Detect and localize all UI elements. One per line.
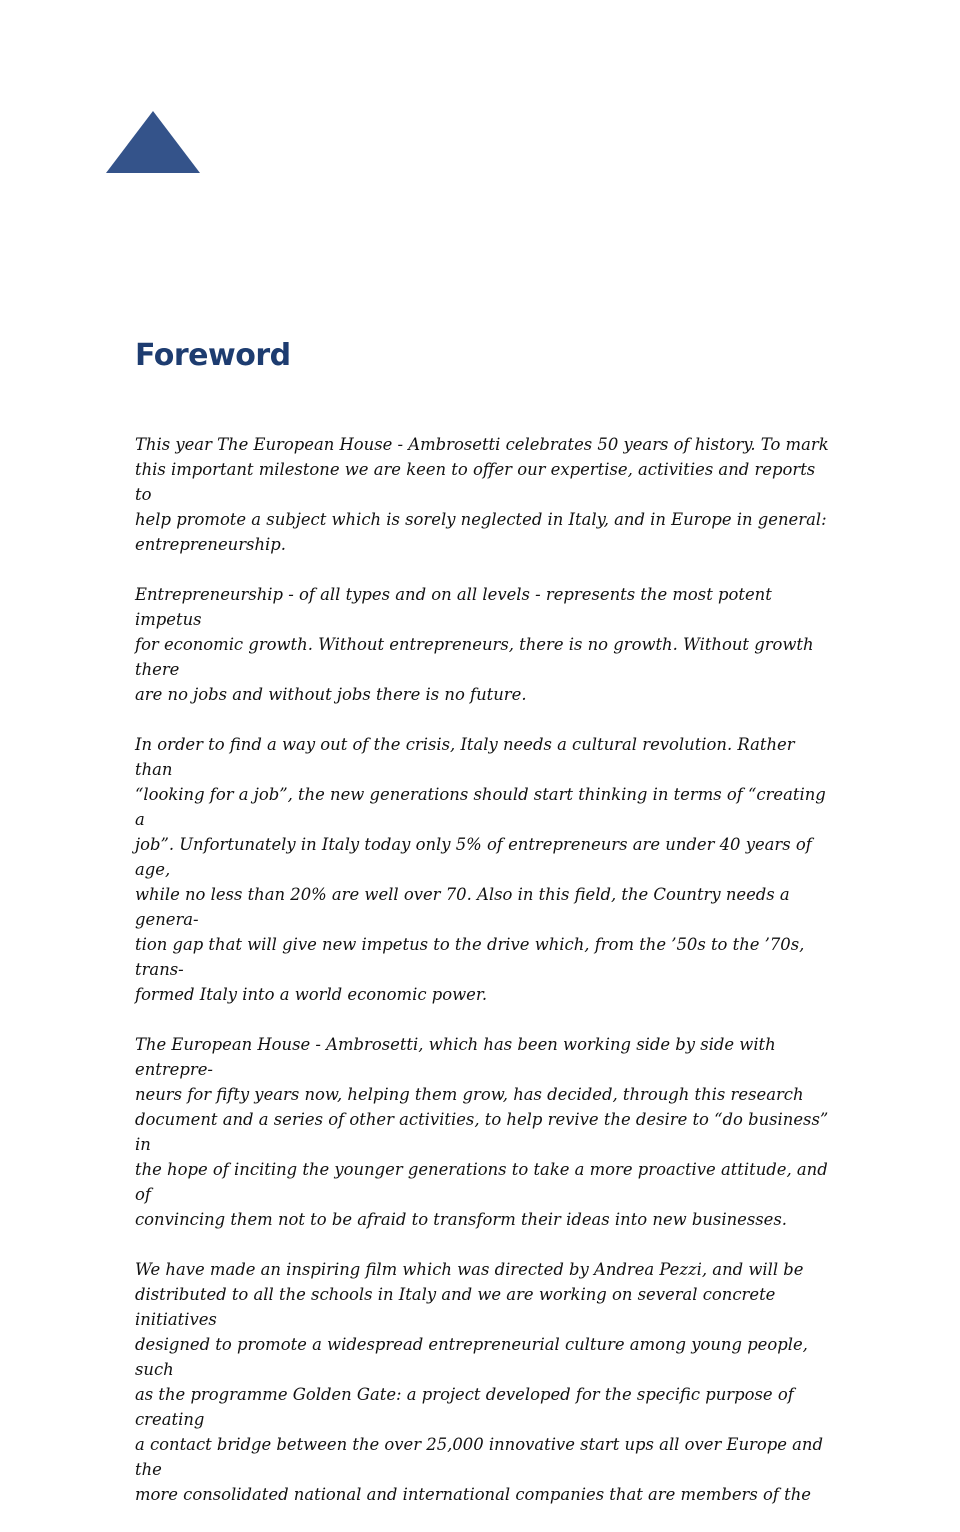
triangle-icon	[106, 111, 200, 173]
paragraph: In order to find a way out of the crisis, Italy needs a cultural revolution. Rather than “looking for a job”, the new generations should start thinking in terms of “creating a job”. Unfortunately in Italy today only 5% of entrepreneurs are under 40 years of age, while no less than 20% are well over 70. Also in this field, the Country needs a genera- tion gap that will give new impetus to the drive which, from the ’50s to the ’70s, trans- formed Italy into a world economic power.	[135, 735, 826, 1004]
paragraph: The European House - Ambrosetti, which has been working side by side with entrepre- neurs for fifty years now, helping them grow, has decided, through this research document and a series of other activities, to help revive the desire to “do business” in the hope of inciting the younger generations to take a more proactive attitude, and of convincing them not to be afraid to transform their ideas into new businesses.	[135, 1035, 829, 1229]
body-text	[135, 432, 835, 1532]
paragraph: We have made an inspiring film which was directed by Andrea Pezzi, and will be distributed to all the schools in Italy and we are working on several concrete initiatives designed to promote a widespread entrepreneurial culture among young people, such as the programme Golden Gate: a project developed for the specific purpose of creating a contact bridge between the over 25,000 innovative start ups all over Europe and the more consolidated national and international companies that are members of the	[135, 1260, 823, 1504]
page-title: Foreword	[135, 338, 291, 373]
paragraph: Entrepreneurship - of all types and on all levels - represents the most potent impetus for economic growth. Without entrepreneurs, there is no growth. Without growth there are no jobs and without jobs there is no future.	[135, 585, 814, 704]
paragraph: This year The European House - Ambrosetti celebrates 50 years of history. To mark this important milestone we are keen to offer our expertise, activities and reports to help promote a subject which is sorely neglected in Italy, and in Europe in general: entrepreneurship.	[135, 435, 829, 554]
